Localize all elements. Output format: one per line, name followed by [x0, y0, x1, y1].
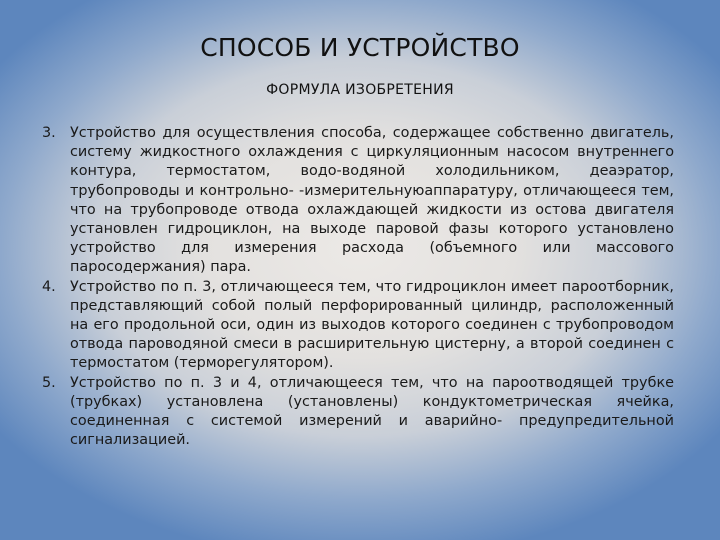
- slide-subtitle: ФОРМУЛА ИЗОБРЕТЕНИЯ: [266, 82, 454, 98]
- claim-item: [42, 278, 674, 374]
- claim-text: Устройство по п. 3, отличающееся тем, что гидроциклон имеет пароотборник, представляющий собой полый перфорированный цилиндр, расположенный на его продольной оси, один из выходов которого соединен с трубопроводом отвода пароводяной смеси в расширительную цистерну, а второй соединен с термостатом (терморегулятором).: [70, 278, 674, 372]
- claim-item: [42, 374, 674, 451]
- claim-text: Устройство по п. 3 и 4, отличающееся тем, что на пароотводящей трубке (трубках) установлена (установлены) кондуктометрическая ячейка, соединенная с системой измерений и аварийно- предупредительной сигнализацией.: [70, 374, 674, 449]
- claim-item: [42, 124, 674, 278]
- claim-number: 5.: [42, 374, 56, 391]
- claim-text: Устройство для осуществления способа, содержащее собственно двигатель, систему жидкостного охлаждения с циркуляционным насосом внутреннего контура, термостатом, водо-водяной холодильником, деаэратор, трубопроводы и контрольно- -измерительнуюаппаратуру, отличающееся тем, что на трубопроводе отвода охлаждающей жидкости из остова двигателя установлен гидроциклон, на выходе паровой фазы которого установлено устройство для измерения расхода (объемного или массового паросодержания) пара.: [70, 125, 674, 276]
- claim-number: 3.: [42, 125, 56, 141]
- slide-title: СПОСОБ И УСТРОЙСТВО: [200, 33, 520, 62]
- claims-list: [42, 124, 674, 450]
- claim-number: 4.: [42, 278, 56, 295]
